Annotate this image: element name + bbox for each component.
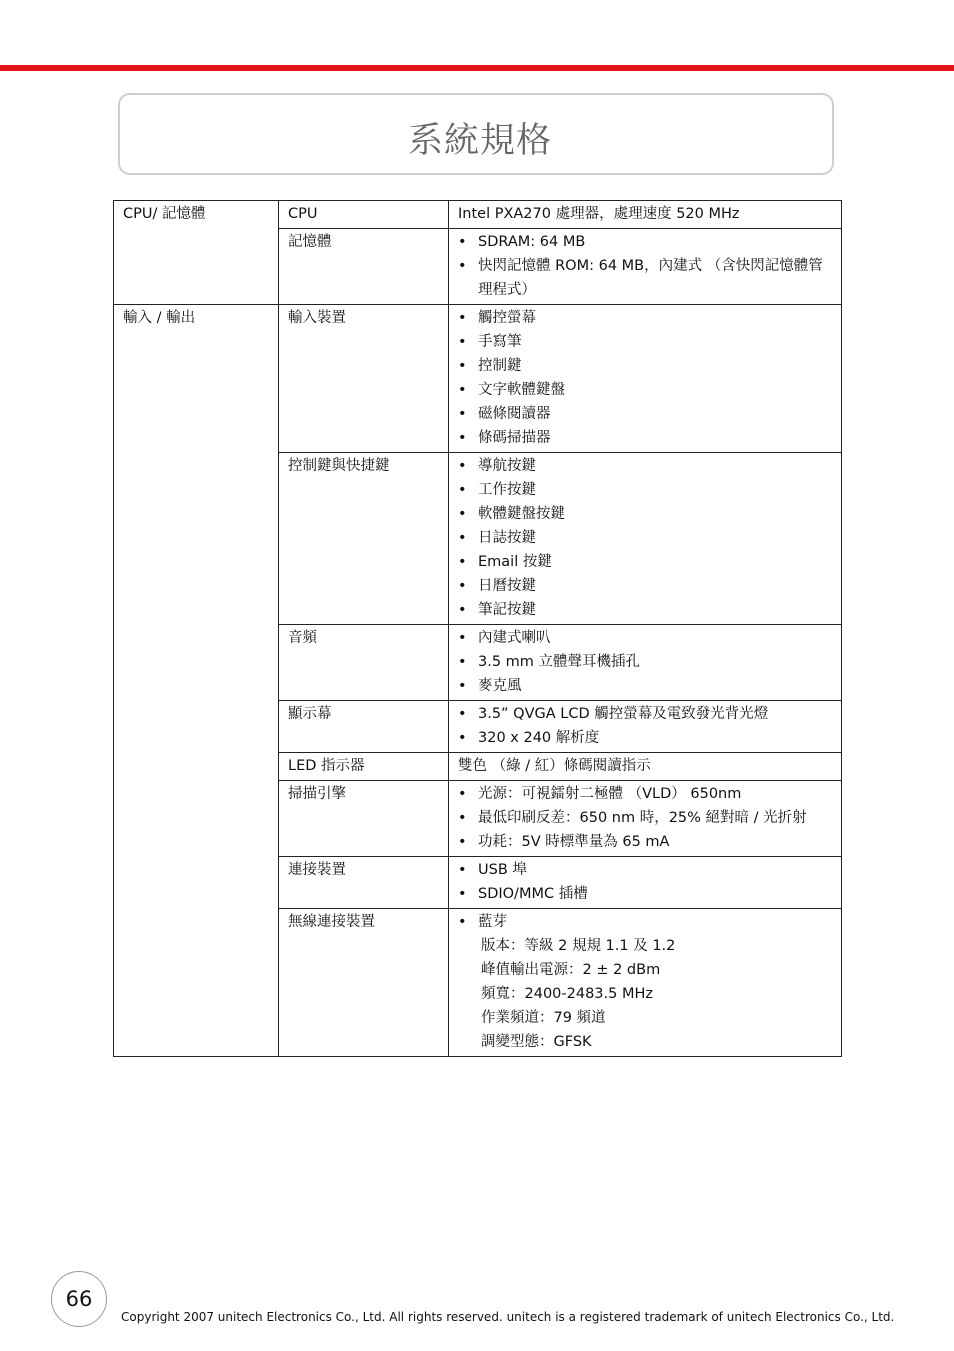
spec-table bbox=[113, 200, 842, 1057]
spec-label: CPU bbox=[279, 201, 449, 229]
detail-line: 版本：等級 2 規規 1.1 及 1.2 bbox=[481, 938, 676, 954]
list-item: • 觸控螢幕 bbox=[458, 306, 832, 330]
list-item: • 麥克風 bbox=[458, 674, 832, 698]
title-box bbox=[118, 93, 834, 175]
list-item: • 藍芽 bbox=[458, 910, 832, 934]
detail-line: 調變型態：GFSK bbox=[481, 1034, 592, 1050]
page-title: 系統規格 bbox=[408, 121, 553, 161]
category-cell: CPU/ 記憶體 bbox=[114, 201, 279, 305]
bullet-list bbox=[458, 858, 832, 906]
spec-value bbox=[449, 229, 842, 305]
list-item: • 快閃記憶體 ROM: 64 MB，內建式 （含快閃記憶體管理程式） bbox=[458, 254, 832, 302]
list-item: • 3.5” QVGA LCD 觸控螢幕及電致發光背光燈 bbox=[458, 702, 832, 726]
list-item: • 工作按鍵 bbox=[458, 478, 832, 502]
list-item: • 最低印刷反差：650 nm 時，25% 絕對暗 / 光折射 bbox=[458, 806, 832, 830]
table-row bbox=[114, 201, 842, 229]
list-item: • 導航按鍵 bbox=[458, 454, 832, 478]
spec-label: LED 指示器 bbox=[279, 753, 449, 781]
bullet-list bbox=[458, 702, 832, 750]
spec-value bbox=[449, 909, 842, 1057]
spec-value bbox=[449, 453, 842, 625]
spec-value bbox=[449, 781, 842, 857]
list-item: • 軟體鍵盤按鍵 bbox=[458, 502, 832, 526]
list-item: • 日誌按鍵 bbox=[458, 526, 832, 550]
spec-label: 連接裝置 bbox=[279, 857, 449, 909]
bullet-list bbox=[458, 910, 832, 934]
list-item: • 光源：可視鐳射二極體 （VLD） 650nm bbox=[458, 782, 832, 806]
list-item: • 筆記按鍵 bbox=[458, 598, 832, 622]
bullet-list bbox=[458, 454, 832, 622]
header-red-rule bbox=[0, 65, 954, 71]
list-item: • SDRAM: 64 MB bbox=[458, 230, 832, 254]
list-item: • 文字軟體鍵盤 bbox=[458, 378, 832, 402]
spec-label: 輸入裝置 bbox=[279, 305, 449, 453]
spec-value bbox=[449, 625, 842, 701]
bullet-list bbox=[458, 306, 832, 450]
list-item: • SDIO/MMC 插槽 bbox=[458, 882, 832, 906]
detail-line: 作業頻道：79 頻道 bbox=[481, 1010, 606, 1026]
list-item: • 條碼掃描器 bbox=[458, 426, 832, 450]
spec-label: 掃描引擎 bbox=[279, 781, 449, 857]
spec-value bbox=[449, 701, 842, 753]
bullet-list bbox=[458, 782, 832, 854]
list-item: • 320 x 240 解析度 bbox=[458, 726, 832, 750]
list-item: • 手寫筆 bbox=[458, 330, 832, 354]
spec-label: 記憶體 bbox=[279, 229, 449, 305]
list-item: • 磁條閱讀器 bbox=[458, 402, 832, 426]
list-item: • Email 按鍵 bbox=[458, 550, 832, 574]
spec-label: 無線連接裝置 bbox=[279, 909, 449, 1057]
list-item: • 內建式喇叭 bbox=[458, 626, 832, 650]
detail-line: 峰值輸出電源：2 ± 2 dBm bbox=[481, 962, 661, 978]
spec-value: Intel PXA270 處理器，處理速度 520 MHz bbox=[449, 201, 842, 229]
spec-label: 控制鍵與快捷鍵 bbox=[279, 453, 449, 625]
bullet-list bbox=[458, 230, 832, 302]
spec-value bbox=[449, 305, 842, 453]
spec-value bbox=[449, 857, 842, 909]
spec-label: 音頻 bbox=[279, 625, 449, 701]
bullet-list bbox=[458, 626, 832, 698]
list-item: • 日曆按鍵 bbox=[458, 574, 832, 598]
category-cell: 輸入 / 輸出 bbox=[114, 305, 279, 1057]
table-row bbox=[114, 305, 842, 453]
spec-value: 雙色 （綠 / 紅）條碼閱讀指示 bbox=[449, 753, 842, 781]
list-item: • 控制鍵 bbox=[458, 354, 832, 378]
detail-line: 頻寬：2400-2483.5 MHz bbox=[481, 986, 654, 1002]
list-item: • USB 埠 bbox=[458, 858, 832, 882]
page-number: 66 bbox=[51, 1271, 107, 1327]
list-item: • 3.5 mm 立體聲耳機插孔 bbox=[458, 650, 832, 674]
list-item: • 功耗：5V 時標準量為 65 mA bbox=[458, 830, 832, 854]
spec-label: 顯示幕 bbox=[279, 701, 449, 753]
copyright-footer: Copyright 2007 unitech Electronics Co., Ltd. All rights reserved. unitech is a registered trademark of unitech Electronics Co., Ltd. bbox=[121, 1310, 895, 1324]
